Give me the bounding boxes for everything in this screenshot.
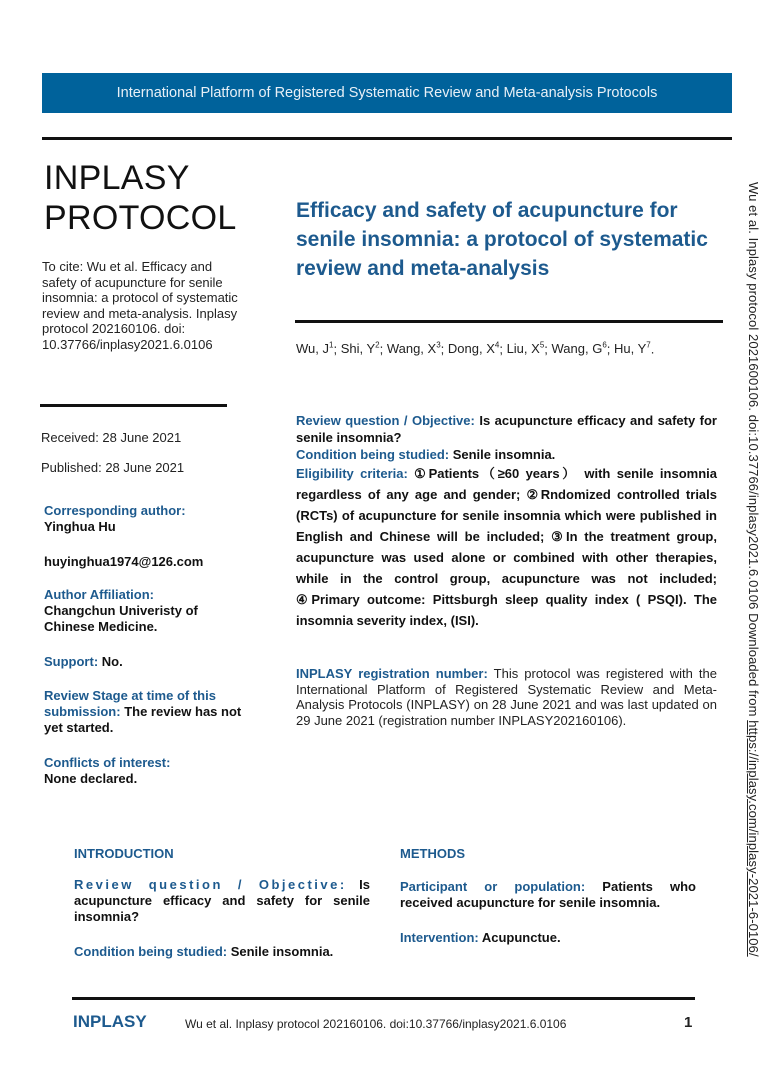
affiliation-label: Author Affiliation:	[44, 587, 154, 602]
conflicts-value: None declared.	[44, 771, 138, 786]
author-affiliation-index: 1	[329, 341, 334, 350]
condition-label: Condition being studied:	[296, 447, 450, 462]
support-info	[44, 654, 249, 670]
support-label: Support:	[44, 654, 99, 669]
review-question-text: Is acupuncture efficacy and safety for senile insomnia?	[296, 413, 717, 445]
corresponding-author-label: Corresponding author:	[44, 503, 186, 518]
author-affiliation	[44, 587, 249, 635]
methods-intervention	[400, 930, 696, 946]
review-stage	[44, 688, 249, 736]
author-affiliation-index: 2	[375, 341, 380, 350]
author-name: Liu, $X^5$	[506, 341, 545, 357]
intro-condition-text: Senile insomnia.	[227, 944, 334, 959]
registration-label: INPLASY registration number:	[296, 666, 488, 681]
author-name: Hu, $Y^7$	[614, 341, 651, 357]
author-affiliation-index: 6	[602, 341, 607, 350]
eligibility-text: ①Patients（≥60 years） with senile insomnia regardless of any age and gender; ②Rndomized controlled trials (RCTs) of acupuncture for senile insomnia which were published in English and Chinese will be included; ③In the treatment group, acupuncture was used alone or combined with other therapies, while in the control group, acupuncture was not included; ④Primary outcome: Pittsburgh sleep quality index ( PSQI). The insomnia severity index, (ISI).	[296, 466, 717, 628]
author-affiliation-index: 7	[646, 341, 651, 350]
introduction-heading: INTRODUCTION	[74, 846, 174, 861]
participant-label: Participant or population:	[400, 879, 586, 894]
review-stage-label: Review Stage at time of this submission:	[44, 688, 216, 719]
author-name: Wang, $G^6$	[551, 341, 607, 357]
intervention-text: Acupunctue.	[478, 930, 561, 945]
author-affiliation-index: 5	[539, 341, 545, 350]
page-number: 1	[684, 1014, 693, 1031]
citation-text: To cite: Wu et al. Efficacy and safety of acupuncture for senile insomnia: a protocol of systematic review and meta-analysis. Inplasy protocol 202160106. doi: 10.37766/inplasy2021.6.0106	[42, 259, 238, 352]
intro-review-question	[74, 877, 370, 925]
abstract-review-question	[296, 412, 717, 446]
author-name: Dong, $X^4$	[447, 341, 500, 357]
published-date: Published: 28 June 2021	[41, 460, 185, 475]
received-date: Received: 28 June 2021	[41, 430, 182, 445]
side-note-text: Wu et al. Inplasy protocol 2021600106. doi:10.37766/inplasy2021.6.0106 Downloaded from	[746, 182, 761, 721]
author-name: Shi, $Y^2$	[340, 341, 380, 357]
intro-condition	[74, 944, 370, 960]
abstract-condition	[296, 446, 717, 463]
author-name: Wang, $X^3$	[386, 341, 441, 357]
intro-review-label: Review question / Objective:	[74, 877, 347, 892]
author-affiliation-index: 4	[494, 341, 500, 350]
title-divider	[295, 320, 723, 323]
footer-citation: Wu et al. Inplasy protocol 202160106. doi:10.37766/inplasy2021.6.0106	[185, 1017, 567, 1031]
author-name: Wu, $J^1$	[296, 341, 334, 357]
conflicts-label: Conflicts of interest:	[44, 755, 171, 770]
registration-text: This protocol was registered with the International Platform of Registered Systematic Review and Meta-Analysis Protocols (INPLASY) on 28 June 2021 and was last updated on 29 June 2021 (registration number INPLASY202160106).	[296, 666, 717, 728]
brand-line-2: PROTOCOL	[44, 199, 237, 237]
affiliation-value: Changchun Univeristy of Chinese Medicine.	[44, 603, 198, 634]
author-list: Wu, $J^1$; Shi, $Y^2$; Wang, $X^3$; Dong, $X^4$; Liu, $X^5$; Wang, $G^6$; Hu, $Y^7$.	[296, 341, 655, 357]
participant-text: Patients who received acupuncture for senile insomnia.	[400, 879, 696, 910]
top-divider	[42, 137, 732, 140]
support-value: No.	[98, 654, 123, 669]
abstract	[296, 412, 717, 631]
footer-divider	[72, 997, 695, 1000]
paper-title: Efficacy and safety of acupuncture for senile insomnia: a protocol of systematic review and meta-analysis	[296, 199, 708, 280]
methods-heading: METHODS	[400, 846, 465, 861]
author-email[interactable]: huyinghua1974@126.com	[44, 554, 204, 569]
author-affiliation-index: 3	[436, 341, 441, 350]
conflicts-of-interest	[44, 755, 249, 787]
condition-text: Senile insomnia.	[449, 447, 556, 462]
brand-heading	[44, 158, 237, 238]
footer-brand: INPLASY	[73, 1012, 147, 1031]
header-banner	[42, 73, 732, 113]
brand-line-1: INPLASY	[44, 159, 190, 197]
eligibility-label: Eligibility criteria:	[296, 466, 408, 481]
banner-text: International Platform of Registered Systematic Review and Meta-analysis Protocols	[116, 85, 658, 101]
review-question-label: Review question / Objective:	[296, 413, 475, 428]
intervention-label: Intervention:	[400, 930, 479, 945]
abstract-eligibility	[296, 463, 717, 631]
methods-participant	[400, 879, 696, 911]
left-divider	[40, 404, 227, 407]
side-download-note	[746, 182, 761, 957]
intro-condition-label: Condition being studied:	[74, 944, 228, 959]
download-link[interactable]: https://inplasy.com/inplasy-2021-6-0106/	[746, 720, 761, 957]
review-stage-value: The review has not yet started.	[44, 704, 242, 735]
corresponding-author	[44, 503, 249, 535]
intro-review-text: Is acupuncture efficacy and safety for senile insomnia?	[74, 877, 370, 924]
registration-info	[296, 666, 717, 728]
corresponding-author-name: Yinghua Hu	[44, 519, 116, 534]
